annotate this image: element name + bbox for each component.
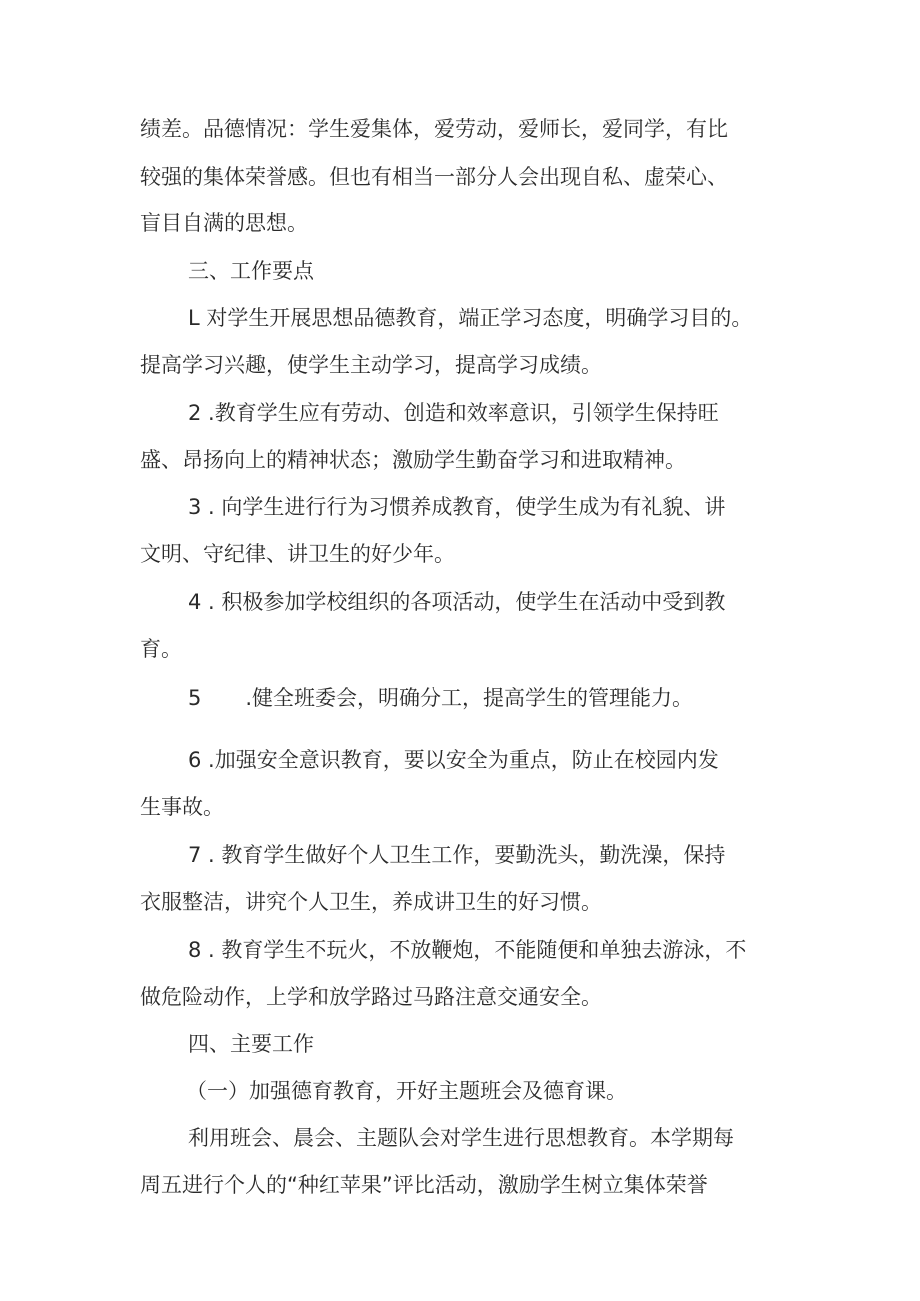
text-line: 周五进行个人的“种红苹果”评比活动，激励学生树立集体荣誉 (140, 1173, 708, 1197)
text-line: 2 .教育学生应有劳动、创造和效率意识，引领学生保持旺 (188, 401, 719, 425)
text-line: 做危险动作，上学和放学路过马路注意交通安全。 (140, 985, 602, 1009)
section-heading: 三、工作要点 (188, 259, 314, 283)
text-line: 盲目自满的思想。 (140, 211, 308, 235)
text-line: 8 . 教育学生不玩火，不放鞭炮，不能随便和单独去游泳，不 (188, 938, 747, 962)
text-line: 提高学习兴趣，使学生主动学习，提高学习成绩。 (140, 353, 602, 377)
subsection-heading: （一）加强德育教育，开好主题班会及德育课。 (186, 1079, 627, 1103)
text-line: 文明、守纪律、讲卫生的好少年。 (140, 542, 455, 566)
item-number: 5 (188, 686, 202, 710)
text-line: 衣服整洁，讲究个人卫生，养成讲卫生的好习惯。 (140, 890, 602, 914)
text-line: 3 . 向学生进行行为习惯养成教育，使学生成为有礼貌、讲 (188, 495, 726, 519)
item-text: .健全班委会，明确分工，提高学生的管理能力。 (245, 686, 694, 710)
text-line: 育。 (140, 637, 182, 661)
text-line: L 对学生开展思想品德教育，端正学习态度，明确学习目的。 (188, 306, 753, 330)
text-line: 生事故。 (140, 795, 224, 819)
section-heading: 四、主要工作 (188, 1032, 314, 1056)
text-line: 7 . 教育学生做好个人卫生工作，要勤洗头，勤洗澡，保持 (188, 843, 726, 867)
text-line: 6 .加强安全意识教育，要以安全为重点，防止在校园内发 (188, 748, 719, 772)
text-line: 绩差。品德情况：学生爱集体，爱劳动，爱师长，爱同学，有比 (140, 117, 728, 141)
text-line: 盛、昂扬向上的精神状态；激励学生勤奋学习和进取精神。 (140, 448, 686, 472)
text-line: 4 . 积极参加学校组织的各项活动，使学生在活动中受到教 (188, 590, 726, 614)
text-line: 利用班会、晨会、主题队会对学生进行思想教育。本学期每 (188, 1126, 734, 1150)
text-line (188, 683, 693, 713)
text-line: 较强的集体荣誉感。但也有相当一部分人会出现自私、虚荣心、 (140, 165, 728, 189)
